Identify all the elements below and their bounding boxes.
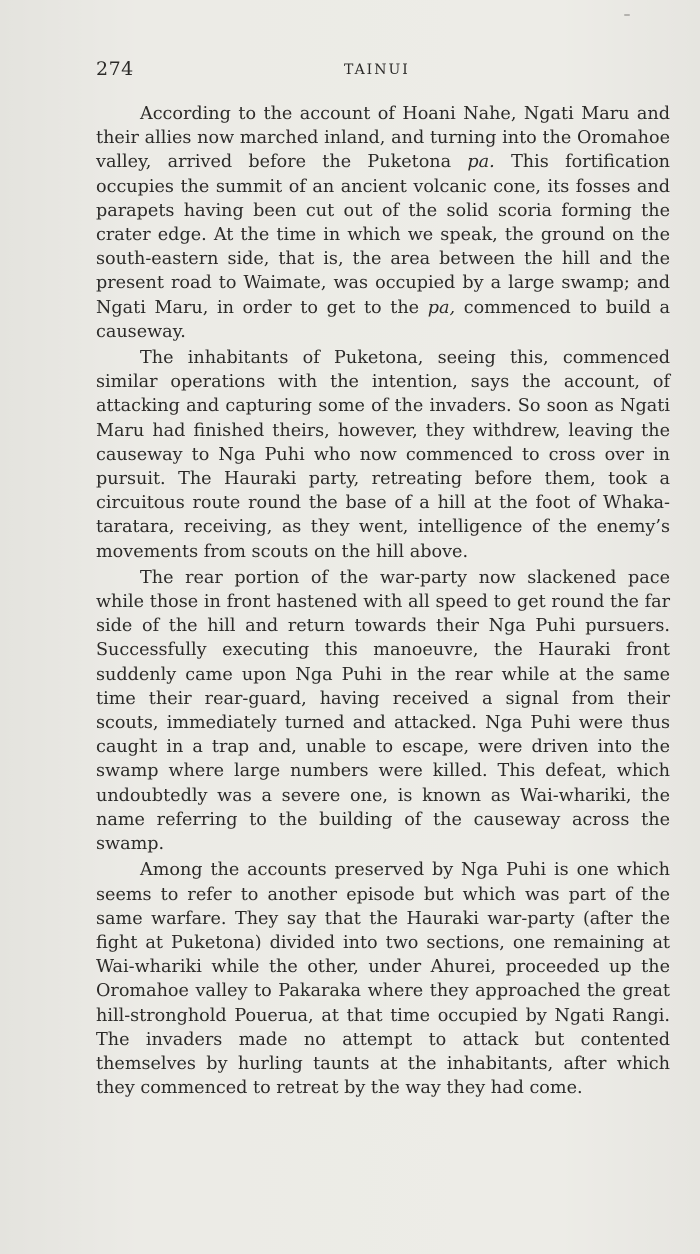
text-run: This fortification occupies the summit of an ancient volcanic cone, its fosses and parapets having been cut out of the solid scoria forming the crater edge. At the time in which we speak, the ground on the south-eastern side, that is, the area between the hill and the present road to Waimate, was occupied by a large swamp; and Ngati Maru, in order to get to the <box>96 152 670 318</box>
italic-text: pa. <box>467 152 495 173</box>
text-run: According to the account of Hoani Nahe, Ngati Maru and their allies now marched inland, and turning into the Oromahoe valley, arrived before the Puketona <box>96 104 670 173</box>
text-run: The inhabitants of Puketona, seeing this, commenced similar operations with the intention, says the account, of attacking and capturing some of the invaders. So soon as Ngati Maru had finished theirs, however, they withdrew, leaving the causeway to Nga Puhi who now commenced to cross over in pursuit. The Hauraki party, retreating before them, took a circuitous route round the base of a hill at the foot of Whaka-taratara, receiving, as they went, intelligence of the enemy’s movements from scouts on the hill above. <box>96 348 670 562</box>
paragraph <box>96 346 670 564</box>
paper-speck <box>624 14 630 16</box>
paragraph <box>96 102 670 344</box>
text-run: The rear portion of the war-party now slackened pace while those in front hastened with all speed to get round the far side of the hill and return towards their Nga Puhi pursuers. Successfully executing this manoeuvre, the Hauraki front suddenly came upon Nga Puhi in the rear while at the same time their rear-guard, having received a signal from their scouts, immediately turned and attacked. Nga Puhi were thus caught in a trap and, unable to escape, were driven into the swamp where large numbers were killed. This defeat, which undoubtedly was a severe one, is known as Wai-whariki, the name referring to the building of the causeway across the swamp. <box>96 567 670 855</box>
paragraph <box>96 566 670 856</box>
running-title: TAINUI <box>344 62 410 78</box>
page-number: 274 <box>96 58 134 80</box>
text-run: commenced to build a causeway. <box>96 297 670 342</box>
page-header <box>96 58 670 84</box>
body-text <box>96 102 670 1100</box>
italic-text: pa, <box>427 297 456 318</box>
paragraph <box>96 858 670 1100</box>
text-run: Among the accounts preserved by Nga Puhi is one which seems to refer to another episode but which was part of the same warfare. They say that the Hauraki war-party (after the fight at Puketona) divided into two sections, one remaining at Wai-whariki while the other, under Ahurei, proceeded up the Oromahoe valley to Pakaraka where they approached the great hill-stronghold Pouerua, at that time occupied by Ngati Rangi. The invaders made no attempt to attack but contented themselves by hurling taunts at the inhabitants, after which they commenced to retreat by the way they had come. <box>96 860 670 1099</box>
